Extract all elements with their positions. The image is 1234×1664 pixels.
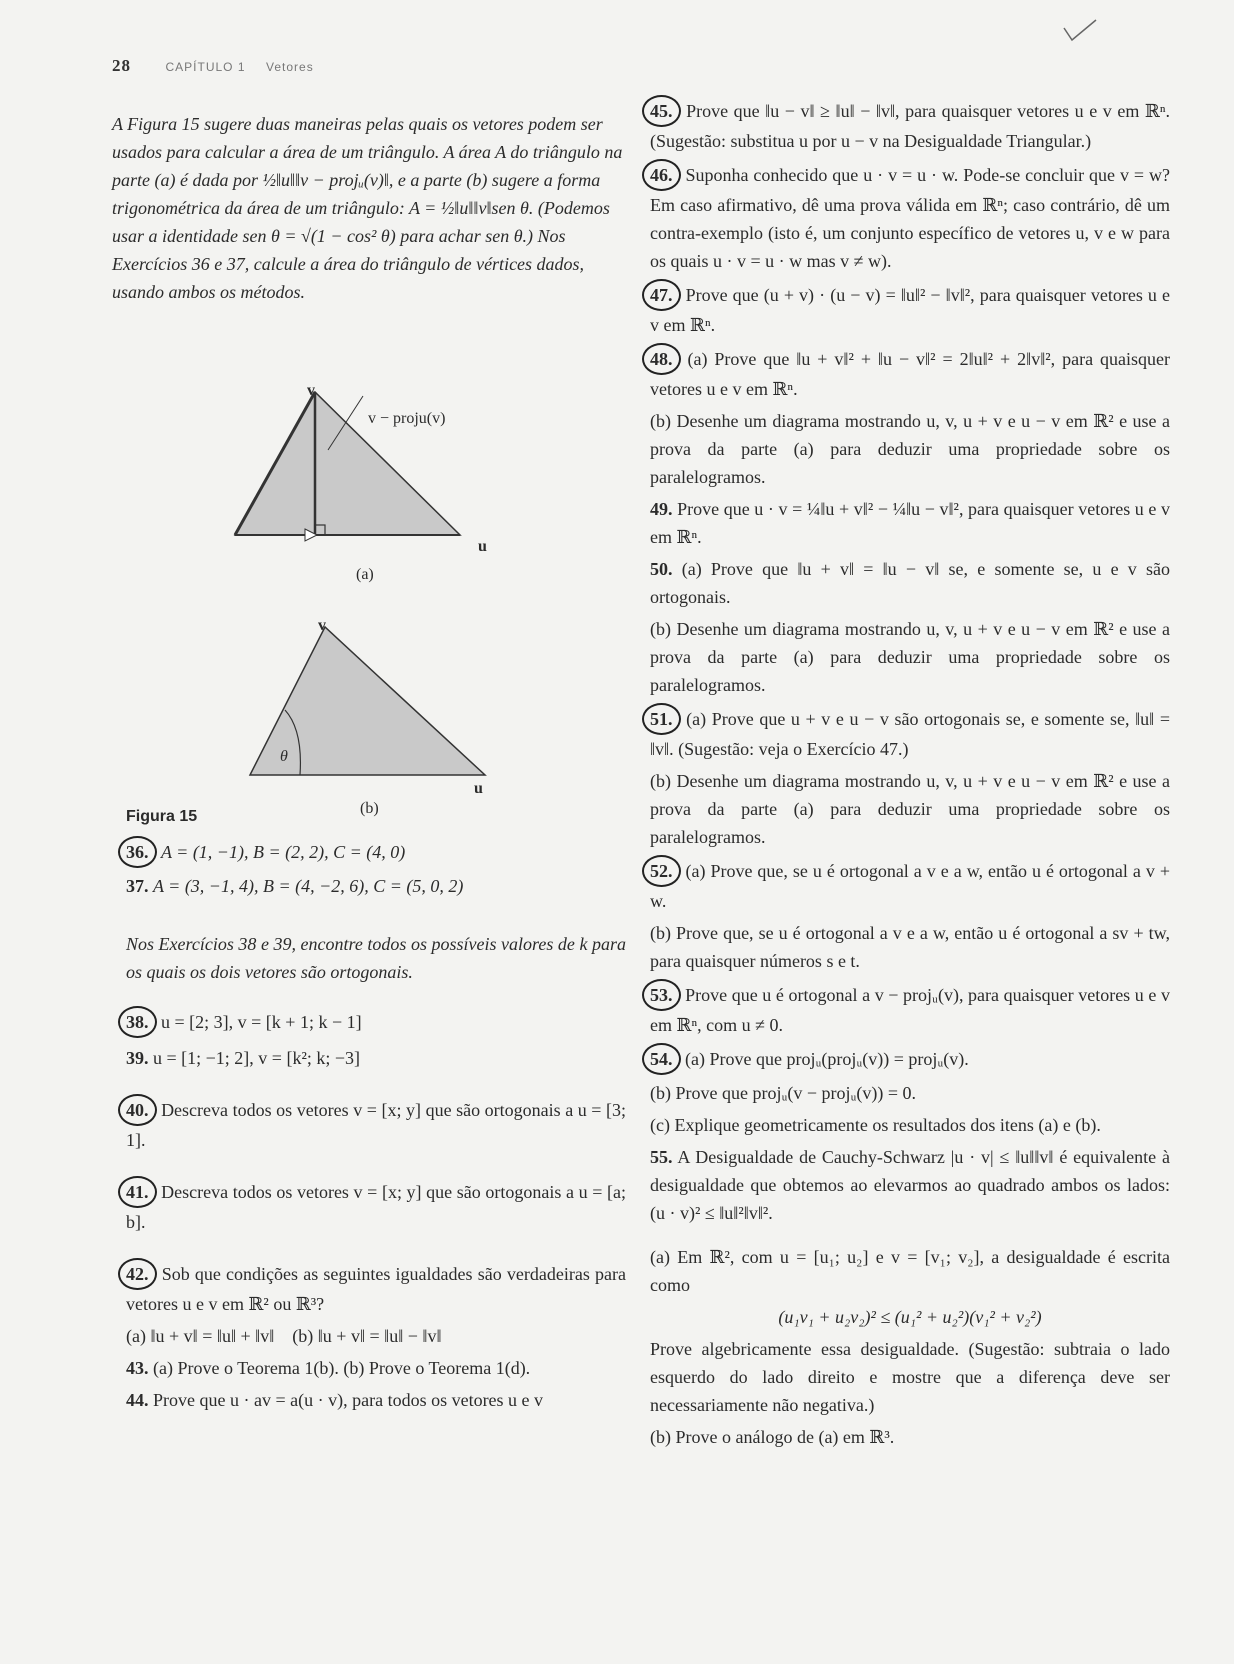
fig-a-label-v: v	[307, 382, 315, 399]
ex55-formula: (u₁v₁ + u₂v₂)² ≤ (u₁² + u₂²)(v₁² + v₂²)	[778, 1307, 1042, 1327]
ex40-number: 40.	[118, 1094, 157, 1126]
ex42-b: (b) ‖u + v‖ = ‖u‖ − ‖v‖	[292, 1326, 442, 1346]
ex42-text: Sob que condições as seguintes igualdades são verdadeiras para vetores u e v em ℝ² ou ℝ³?	[126, 1264, 626, 1314]
ex47-number: 47.	[642, 279, 681, 311]
ex53-number: 53.	[642, 979, 681, 1011]
ex54-number: 54.	[642, 1043, 681, 1075]
ex52-b: (b) Prove que, se u é ortogonal a v e a w, então u é ortogonal a sv + tw, para quaisquer números s e t.	[650, 923, 1170, 971]
intro-paragraph: A Figura 15 sugere duas maneiras pelas quais os vetores podem ser usados para calcular a área de um triângulo. A área A do triângulo na parte (a) é dada por ½‖u‖‖v − projᵤ(v)‖, e a parte (b) sugere a forma trigonométrica da área de um triângulo: A = ½‖u‖‖v‖sen θ. (Podemos usar a identidade sen θ = √(1 − cos² θ) para achar sen θ.) Nos Exercícios 36 e 37, calcule a área do triângulo de vértices dados, usando ambos os métodos.	[112, 114, 623, 302]
ex53-text: Prove que u é ortogonal a v − projᵤ(v), para quaisquer vetores u e v em ℝⁿ, com u ≠ 0.	[650, 985, 1170, 1035]
ex44-text: Prove que u · av = a(u · v), para todos os vetores u e v	[153, 1390, 544, 1410]
ex50-number: 50.	[650, 559, 673, 579]
fig-b-label-u: u	[474, 780, 483, 797]
ex45-number: 45.	[642, 95, 681, 127]
ex50-b: (b) Desenhe um diagrama mostrando u, v, u + v e u − v em ℝ² e use a prova da parte (a) para deduzir uma propriedade sobre os paralelogramos.	[650, 619, 1170, 695]
fig-b-label-v: v	[318, 617, 326, 634]
ex36-text: A = (1, −1), B = (2, 2), C = (4, 0)	[161, 842, 406, 862]
intro-38-39: Nos Exercícios 38 e 39, encontre todos os possíveis valores de k para os quais os dois vetores são ortogonais.	[126, 934, 626, 982]
ex48-number: 48.	[642, 343, 681, 375]
chapter-title: Vetores	[266, 60, 314, 74]
ex45-text: Prove que ‖u − v‖ ≥ ‖u‖ − ‖v‖, para quaisquer vetores u e v em ℝⁿ. (Sugestão: substitua u por u − v na Desigualdade Triangular.)	[650, 101, 1170, 151]
ex37-number: 37.	[126, 876, 149, 896]
ex55-number: 55.	[650, 1147, 673, 1167]
ex55-a: (a) Em ℝ², com u = [u₁; u₂] e v = [v₁; v₂], a desigualdade é escrita como	[650, 1247, 1170, 1295]
ex41-number: 41.	[118, 1176, 157, 1208]
ex55-text: A Desigualdade de Cauchy-Schwarz |u · v| ≤ ‖u‖‖v‖ é equivalente à desigualdade que obtemos ao elevarmos ao quadrado ambos os lados: (u · v)² ≤ ‖u‖²‖v‖².	[650, 1147, 1170, 1223]
ex46-number: 46.	[642, 159, 681, 191]
ex54-c: (c) Explique geometricamente os resultados dos itens (a) e (b).	[650, 1115, 1101, 1135]
ex36-number: 36.	[118, 836, 157, 868]
ex42-a: (a) ‖u + v‖ = ‖u‖ + ‖v‖	[126, 1326, 275, 1346]
fig-a-label-u: u	[478, 538, 487, 555]
fig-a-part: (a)	[356, 566, 374, 583]
left-column	[112, 110, 632, 312]
ex51-a: (a) Prove que u + v e u − v são ortogonais se, e somente se, ‖u‖ = ‖v‖. (Sugestão: veja o Exercício 47.)	[650, 709, 1171, 759]
ex43-number: 43.	[126, 1358, 149, 1378]
ex42-number: 42.	[118, 1258, 157, 1290]
fig-a-label-proj: v − proju(v)	[368, 410, 446, 427]
ex49-text: Prove que u · v = ¼‖u + v‖² − ¼‖u − v‖², para quaisquer vetores u e v em ℝⁿ.	[650, 499, 1170, 547]
ex39-text: u = [1; −1; 2], v = [k²; k; −3]	[153, 1048, 360, 1068]
checkmark-icon	[1060, 16, 1100, 46]
ex39-number: 39.	[126, 1048, 149, 1068]
ex47-text: Prove que (u + v) · (u − v) = ‖u‖² − ‖v‖², para quaisquer vetores u e v em ℝⁿ.	[650, 285, 1170, 335]
ex55-b: (b) Prove o análogo de (a) em ℝ³.	[650, 1427, 895, 1447]
chapter-label: CAPÍTULO 1	[165, 60, 246, 74]
right-column	[650, 95, 1170, 1455]
ex54-a: (a) Prove que projᵤ(projᵤ(v)) = projᵤ(v).	[685, 1049, 969, 1069]
ex55-a2: Prove algebricamente essa desigualdade. (Sugestão: subtraia o lado esquerdo do lado direito e mostre que a diferença deve ser necessariamente não negativa.)	[650, 1339, 1170, 1415]
page-number: 28	[112, 56, 131, 75]
ex50-a: (a) Prove que ‖u + v‖ = ‖u − v‖ se, e somente se, u e v são ortogonais.	[650, 559, 1170, 607]
fig-b-label-theta: θ	[280, 748, 288, 765]
ex48-b: (b) Desenhe um diagrama mostrando u, v, u + v e u − v em ℝ² e use a prova da parte (a) para deduzir uma propriedade sobre os paralelogramos.	[650, 411, 1170, 487]
ex48-a: (a) Prove que ‖u + v‖² + ‖u − v‖² = 2‖u‖² + 2‖v‖², para quaisquer vetores u e v em ℝⁿ.	[650, 349, 1171, 399]
figure-caption: Figura 15	[126, 808, 198, 825]
left-exercises	[126, 836, 626, 1418]
fig-b-part: (b)	[360, 800, 379, 817]
ex40-text: Descreva todos os vetores v = [x; y] que são ortogonais a u = [3; 1].	[126, 1100, 627, 1150]
ex54-b: (b) Prove que projᵤ(v − projᵤ(v)) = 0.	[650, 1083, 917, 1103]
ex52-a: (a) Prove que, se u é ortogonal a v e a w, então u é ortogonal a v + w.	[650, 861, 1170, 911]
ex49-number: 49.	[650, 499, 673, 519]
ex51-b: (b) Desenhe um diagrama mostrando u, v, u + v e u − v em ℝ² e use a prova da parte (a) para deduzir uma propriedade sobre os paralelogramos.	[650, 771, 1170, 847]
ex43-text: (a) Prove o Teorema 1(b). (b) Prove o Teorema 1(d).	[153, 1358, 531, 1378]
ex37-text: A = (3, −1, 4), B = (4, −2, 6), C = (5, 0, 2)	[153, 876, 464, 896]
ex38-number: 38.	[118, 1006, 157, 1038]
ex38-text: u = [2; 3], v = [k + 1; k − 1]	[161, 1012, 362, 1032]
ex52-number: 52.	[642, 855, 681, 887]
page-header	[112, 56, 314, 76]
ex46-text: Suponha conhecido que u · v = u · w. Pode-se concluir que v = w? Em caso afirmativo, dê uma prova válida em ℝⁿ; caso contrário, dê um contra-exemplo (isto é, um conjunto específico de vetores u, v e w para os quais u · v = u · w mas v ≠ w).	[650, 165, 1170, 271]
ex51-number: 51.	[642, 703, 681, 735]
ex44-number: 44.	[126, 1390, 149, 1410]
ex41-text: Descreva todos os vetores v = [x; y] que são ortogonais a u = [a; b].	[126, 1182, 627, 1232]
